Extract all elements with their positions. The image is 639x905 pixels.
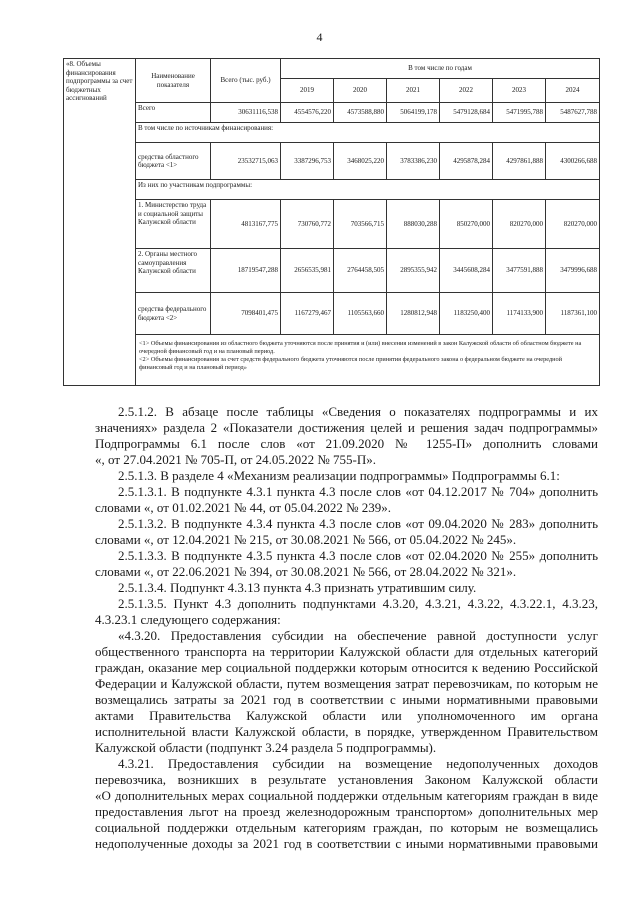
- year-header: 2024: [546, 79, 600, 103]
- year-header: 2023: [493, 79, 546, 103]
- cell-value: 820270,000: [493, 200, 546, 249]
- row-label: средства областного бюджета <1>: [136, 143, 211, 180]
- total-row: [64, 103, 600, 123]
- text-line: социальной поддержки отдельным категориям граждан, по которым не возмещались: [95, 820, 598, 835]
- row-total: 23532715,063: [211, 143, 281, 180]
- row-label: средства федерального бюджета <2>: [136, 293, 211, 335]
- text-line: 2.5.1.3. В разделе 4 «Механизм реализации подпрограммы» Подпрограммы 6.1:: [118, 468, 560, 483]
- cell-value: 3479996,688: [546, 249, 600, 293]
- text-line: значениях» раздела 2 «Показатели достижения целей и решения задач подпрограммы»: [95, 420, 598, 435]
- text-line: 2.5.1.2. В абзаце после таблицы «Сведения о показателях подпрограммы и их: [118, 404, 598, 419]
- cell-value: 1105563,660: [334, 293, 387, 335]
- cell-value: 730760,772: [281, 200, 334, 249]
- row-total: 18719547,288: [211, 249, 281, 293]
- cell-value: 4300266,688: [546, 143, 600, 180]
- text-line: актами Правительства Калужской области или уполномоченного им органа: [95, 708, 598, 723]
- page-number: 4: [316, 30, 323, 44]
- financing-table: [63, 58, 600, 386]
- cell-value: 1183250,400: [440, 293, 493, 335]
- text-line: 2.5.1.3.4. Подпункт 4.3.13 пункта 4.3 признать утратившим силу.: [118, 580, 477, 595]
- text-line: 2.5.1.3.3. В подпункте 4.3.5 пункта 4.3 после слов «от 02.04.2020 № 255» дополнить: [118, 548, 598, 563]
- cell-value: 2656535,981: [281, 249, 334, 293]
- cell-value: 703566,715: [334, 200, 387, 249]
- row-total: 7098401,475: [211, 293, 281, 335]
- cell-value: 820270,000: [546, 200, 600, 249]
- text-line: Калужской области (подпункт 3.24 раздела 5 подпрограммы).: [95, 740, 437, 755]
- cell-value: 2764458,505: [334, 249, 387, 293]
- participant-row: [64, 200, 600, 249]
- cell-value: 1187361,100: [546, 293, 600, 335]
- row-total: 30631116,538: [211, 103, 281, 123]
- text-line: возмещались затраты за 2021 год в соответствии с иными нормативными правовыми: [95, 692, 598, 707]
- cell-value: 3387296,753: [281, 143, 334, 180]
- cell-value: 1167279,467: [281, 293, 334, 335]
- federal-budget-row: [64, 293, 600, 335]
- text-line: граждан, оказание мер социальной поддержки которым относится к ведению Российской: [95, 660, 598, 675]
- col-name-header: Наименование показателя: [136, 59, 211, 103]
- col-total-header: Всего (тыс. руб.): [211, 59, 281, 103]
- row-label: Всего: [136, 103, 211, 123]
- cell-value: 4554576,220: [281, 103, 334, 123]
- text-line: словами «, от 22.06.2021 № 394, от 30.08.2021 № 566, от 28.04.2022 № 321».: [95, 564, 517, 579]
- row-total: 4813167,775: [211, 200, 281, 249]
- text-line: 2.5.1.3.2. В подпункте 4.3.4 пункта 4.3 после слов «от 09.04.2020 № 283» дополнить: [118, 516, 598, 531]
- cell-value: 5479128,684: [440, 103, 493, 123]
- cell-value: 3445608,284: [440, 249, 493, 293]
- cell-value: 4297861,888: [493, 143, 546, 180]
- row-label: 2. Органы местного самоуправления Калужской области: [136, 249, 211, 293]
- text-line: 2.5.1.3.5. Пункт 4.3 дополнить подпунктами 4.3.20, 4.3.21, 4.3.22, 4.3.22.1, 4.3.23,: [118, 596, 598, 611]
- year-header: 2022: [440, 79, 493, 103]
- text-line: словами «, от 12.04.2021 № 215, от 30.08.2021 № 566, от 05.04.2022 № 245».: [95, 532, 517, 547]
- text-line: «4.3.20. Предоставления субсидии на обеспечение равной доступности услуг: [118, 628, 598, 643]
- year-header: 2019: [281, 79, 334, 103]
- text-line: 4.3.23.1 следующего содержания:: [95, 612, 281, 627]
- cell-value: 5471995,788: [493, 103, 546, 123]
- text-line: Подпрограммы 6.1 после слов «от 21.09.2020 № 1255-П» дополнить словами: [95, 436, 598, 451]
- row-label: 1. Министерство труда и социальной защиты Калужской области: [136, 200, 211, 249]
- cell-value: 1174133,900: [493, 293, 546, 335]
- cell-value: 3783386,230: [387, 143, 440, 180]
- cell-value: 4295878,284: [440, 143, 493, 180]
- note-2: <2> Объемы финансирования за счет средств федерального бюджета уточняются после принятия федерального закона о федеральном бюджете на очередной финансовый год и на плановый период»: [139, 356, 563, 371]
- participant-row: [64, 249, 600, 293]
- sources-caption: В том числе по источникам финансирования:: [136, 123, 600, 143]
- year-header: 2020: [334, 79, 387, 103]
- cell-value: 850270,000: [440, 200, 493, 249]
- note-1: <1> Объемы финансирования из областного бюджета уточняются после принятия и (или) внесения изменений в закон Калужской области об областном бюджете на очередной финансовый год и на плановый период.: [139, 340, 582, 355]
- text-line: 4.3.21. Предоставления субсидии на возмещение недополученных доходов: [118, 756, 598, 771]
- cell-value: 3477591,888: [493, 249, 546, 293]
- regional-budget-row: [64, 143, 600, 180]
- text-line: «, от 27.04.2021 № 705-П, от 24.05.2022 № 755-П».: [95, 452, 377, 467]
- text-line: предоставления льгот на проезд железнодорожным транспортом» дополнительных мер: [95, 804, 598, 819]
- cell-value: 4573588,880: [334, 103, 387, 123]
- text-line: «О дополнительных мерах социальной поддержки отдельным категориям граждан в виде: [95, 788, 598, 803]
- cell-value: 5487627,788: [546, 103, 600, 123]
- years-header: В том числе по годам: [281, 59, 600, 79]
- text-line: Федерации и Калужской области, путем возмещения затрат перевозчикам, по которым не: [95, 676, 598, 691]
- text-line: словами «, от 01.02.2021 № 44, от 05.04.2022 № 239».: [95, 500, 392, 515]
- text-line: исполнительной власти Калужской области, в порядке, утвержденном Правительством: [95, 724, 598, 739]
- text-line: общественного транспорта на территории Калужской области для отдельных категорий: [95, 644, 598, 659]
- year-header: 2021: [387, 79, 440, 103]
- cell-value: 3468025,220: [334, 143, 387, 180]
- text-line: недополученные доходы за 2021 год в соответствии с иными нормативными правовыми: [95, 836, 598, 851]
- text-line: перевозчика, возникших в результате установления Законом Калужской области: [95, 772, 598, 787]
- cell-value: 888030,288: [387, 200, 440, 249]
- cell-value: 2895355,942: [387, 249, 440, 293]
- participants-caption: Из них по участникам подпрограммы:: [136, 180, 600, 200]
- section-title-cell: «8. Объемы финансирования подпрограммы за счет бюджетных ассигнований: [64, 59, 136, 386]
- text-line: 2.5.1.3.1. В подпункте 4.3.1 пункта 4.3 после слов «от 04.12.2017 № 704» дополнить: [118, 484, 598, 499]
- table-notes: [136, 335, 600, 386]
- cell-value: 1280812,948: [387, 293, 440, 335]
- cell-value: 5064199,178: [387, 103, 440, 123]
